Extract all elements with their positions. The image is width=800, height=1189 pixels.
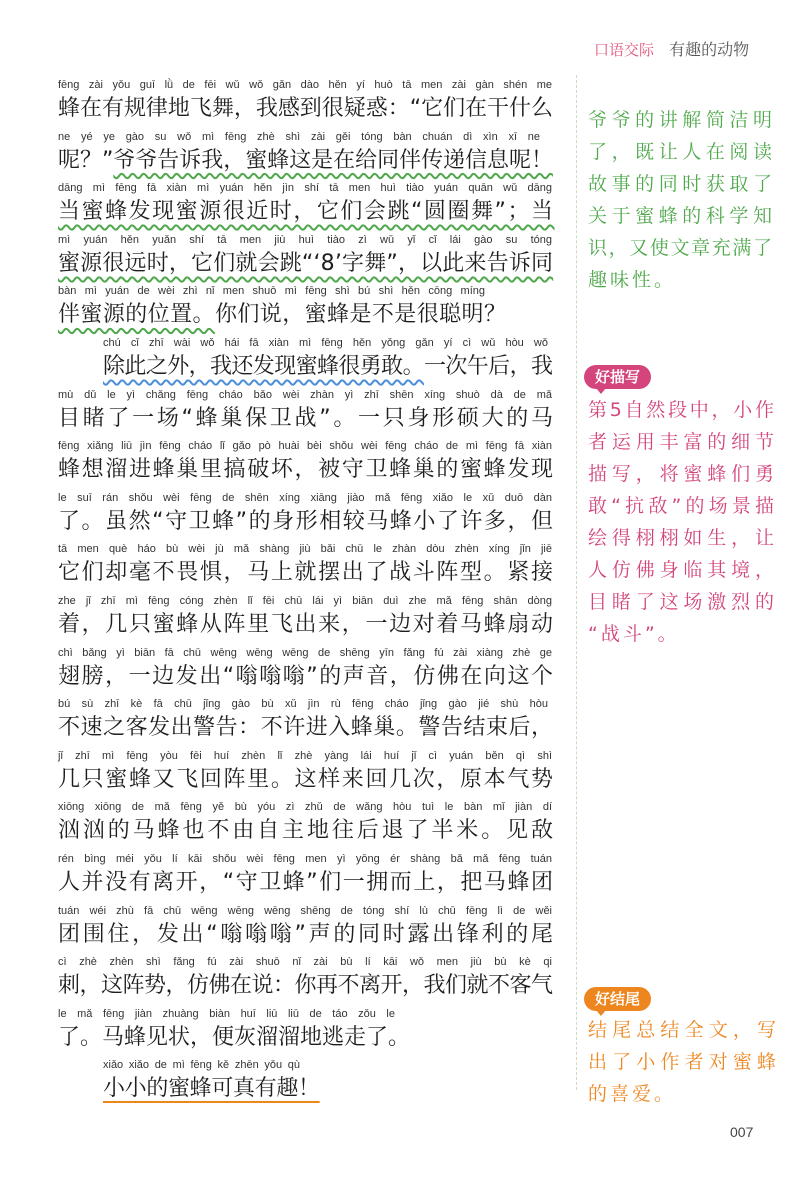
text-row (58, 130, 553, 174)
hanzi-segment: 目睹了一场“蜂巢保卫战”。一只身形硕大的马 (58, 405, 556, 431)
good-ending-badge: 好结尾 (584, 987, 651, 1011)
page-number: 007 (730, 1124, 754, 1140)
text-row (58, 181, 553, 225)
text-row (58, 388, 556, 432)
pinyin-line: fēng xiǎng liū jìn fēng cháo lǐ gǎo pò huài bèi shǒu wèi fēng cháo de mì fēng fā xiàn (58, 440, 552, 453)
pinyin-line: mì yuán hěn yuǎn shí tā men jiù huì tiào zì wǔ yǐ cǐ lái gào su tóng (58, 233, 552, 246)
hanzi-line (58, 509, 553, 535)
note-line: “战斗”。 (588, 623, 680, 645)
hanzi-line (58, 612, 553, 638)
hanzi-line (58, 148, 553, 174)
hanzi-line (58, 302, 553, 328)
underlined-phrase: 伴蜜源的位置。 (58, 302, 215, 328)
text-row (58, 439, 553, 483)
hanzi-line (58, 973, 553, 999)
text-row (58, 800, 556, 844)
hanzi-segment: 了。虽然“守卫蜂”的身形相较马蜂小了许多，但 (58, 508, 555, 534)
text-row (58, 749, 553, 793)
text-row (58, 594, 553, 638)
pinyin-line: jǐ zhī mì fēng yòu fēi huí zhèn lǐ zhè yàng lái huí jǐ cì yuán běn qì shì (58, 749, 552, 762)
hanzi-segment: 呢？” (58, 147, 114, 173)
hanzi-line (58, 715, 553, 741)
hanzi-segment: 蜂想溜进蜂巢里搞破坏，被守卫蜂巢的蜜蜂发现 (58, 457, 555, 483)
sidebar-divider (576, 75, 577, 1090)
hanzi-line (58, 560, 553, 586)
hanzi-segment: 着，几只蜜蜂从阵里飞出来，一边对着马蜂扇动 (58, 612, 555, 637)
hanzi-line (58, 818, 556, 844)
pinyin-line: rén bìng méi yǒu lí kāi shǒu wèi fēng men yì yōng ér shàng bǎ mǎ fēng tuán (58, 853, 552, 865)
section-label: 口语交际 (594, 41, 655, 59)
note-line: 出了小作者对蜜蜂 (588, 1051, 782, 1073)
page-header (594, 39, 749, 61)
hanzi-segment: 团围住，发出“嗡嗡嗡”声的同时露出锋利的尾 (58, 921, 556, 947)
pinyin-line: tā men què háo bù wèi jù mǎ shàng jiù bǎi chū le zhàn dòu zhèn xíng jǐn jiē (58, 543, 552, 556)
pinyin-line: zhe jǐ zhī mì fēng cóng zhèn lǐ fēi chū lái yì biān duì zhe mǎ fēng shān dòng (58, 595, 552, 607)
hanzi-segment: 人并没有离开，“守卫蜂”们一拥而上，把马蜂团 (58, 870, 555, 895)
hanzi-line (58, 767, 553, 793)
pinyin-line: chú cǐ zhī wài wǒ hái fā xiàn mì fēng hěn yǒng gǎn yí cì wǔ hòu wǒ (103, 337, 548, 349)
note-line: 敢“抗敌”的场景描 (588, 495, 779, 517)
hanzi-segment: 它们却毫不畏惧，马上就摆出了战斗阵型。紧接 (58, 560, 555, 586)
text-row (58, 542, 553, 586)
text-row (58, 955, 553, 999)
pinyin-line: tuán wéi zhù fā chū wēng wēng wēng shēng de tóng shí lù chū fēng lì de wěi (58, 904, 552, 917)
hanzi-line (58, 96, 553, 122)
hanzi-line (103, 1076, 553, 1102)
note-line: 爷爷的讲解简洁明 (588, 109, 777, 131)
underlined-phrase: 爷爷告诉我，蜜蜂这是在给同伴传递信息呢！ (113, 147, 553, 173)
hanzi-line (58, 405, 556, 432)
text-row (103, 336, 553, 380)
pinyin-line: le suī rán shǒu wèi fēng de shēn xíng xiāng jiào mǎ fēng xiǎo le xǔ duō dàn (58, 491, 552, 504)
underlined-phrase: 除此之外，我还发现蜜蜂很勇敢。 (103, 354, 424, 379)
underlined-phrase: 蜜源很远时，它们就会跳“‘8’字舞”，以此来告诉同 (58, 250, 554, 276)
text-row (58, 904, 556, 948)
text-row (58, 233, 553, 277)
note-line: 人仿佛身临其境， (588, 559, 779, 581)
hanzi-segment: 了。马蜂见状，便灰溜溜地逃走了。 (58, 1024, 410, 1050)
hanzi-line (58, 664, 553, 690)
note-line: 第5自然段中，小作 (588, 399, 777, 421)
underlined-phrase: 当蜜蜂发现蜜源很近时，它们会跳“圆圈舞”；当 (58, 199, 555, 225)
text-row (58, 646, 553, 690)
text-row (58, 1007, 553, 1051)
hanzi-line (58, 1025, 553, 1051)
hanzi-line (58, 870, 553, 896)
pinyin-line: dāng mì fēng fā xiàn mì yuán hěn jìn shí tā men huì tiào yuán quān wǔ dāng (58, 182, 552, 195)
hanzi-segment: 刺，这阵势，仿佛在说：你再不离开，我们就不客气 (58, 973, 553, 999)
note-line: 识，又使文章充满了 (588, 237, 774, 259)
note-line: 故事的同时获取了 (588, 173, 777, 195)
explanation-note (588, 104, 780, 296)
hanzi-line (58, 199, 553, 225)
pinyin-line: chì bǎng yì biān fā chū wēng wēng wēng de shēng yīn fǎng fú zài xiàng zhè ge (58, 646, 552, 659)
good-description-badge: 好描写 (584, 365, 651, 389)
hanzi-line (103, 354, 553, 380)
note-line: 趣味性。 (588, 269, 677, 291)
pinyin-line: le mǎ fēng jiàn zhuàng biàn huī liū liū de táo zǒu le (58, 1007, 395, 1020)
pinyin-line: xiǎo xiǎo de mì fēng kě zhēn yǒu qù (103, 1059, 300, 1072)
note-line: 关于蜜蜂的科学知 (588, 205, 777, 227)
pinyin-line: bàn mì yuán de wèi zhì nǐ men shuō mì fēng shì bú shì hěn cōng míng (58, 285, 485, 298)
chapter-title: 有趣的动物 (669, 40, 750, 59)
hanzi-line (58, 251, 553, 277)
text-row (103, 1058, 553, 1102)
ending-note (588, 1014, 780, 1110)
text-row (58, 852, 553, 896)
note-line: 绘得栩栩如生，让 (588, 527, 779, 549)
pinyin-line: bú sù zhī kè fā chū jǐng gào bù xǔ jìn rù fēng cháo jǐng gào jié shù hòu (58, 698, 548, 711)
hanzi-segment: 你们说，蜜蜂是不是很聪明？ (214, 302, 507, 328)
text-row (58, 78, 553, 122)
hanzi-segment: 不速之客发出警告：不许进入蜂巢。警告结束后， (58, 715, 554, 741)
text-row (58, 491, 553, 535)
pinyin-line: xiōng xiōng de mǎ fēng yě bù yóu zì zhǔ de wǎng hòu tuì le bàn mǐ jiàn dí (58, 801, 552, 814)
description-note (588, 394, 780, 650)
hanzi-line (58, 921, 556, 948)
pinyin-line: mù dǔ le yì chǎng fēng cháo bǎo wèi zhàn yì zhī shēn xíng shuò dà de mǎ (58, 388, 552, 401)
note-line: 结尾总结全文，写 (588, 1019, 782, 1041)
note-line: 的喜爱。 (588, 1083, 677, 1105)
hanzi-segment: 翅膀，一边发出“嗡嗡嗡”的声音，仿佛在向这个 (58, 663, 555, 689)
underlined-phrase: 小小的蜜蜂可真有趣！ (103, 1076, 320, 1102)
pinyin-line: fēng zài yǒu guī lǜ de fēi wǔ wǒ gǎn dào hěn yí huò tā men zài gàn shén me (58, 79, 552, 91)
text-row (58, 284, 553, 328)
pinyin-line: cì zhè zhèn shì fǎng fú zài shuō nǐ zài bù lí kāi wǒ men jiù bù kè qi (58, 956, 552, 969)
pinyin-line: ne yé ye gào su wǒ mì fēng zhè shì zài gěi tóng bàn chuán dì xìn xī ne (58, 130, 540, 143)
text-row (58, 697, 553, 741)
hanzi-segment: 几只蜜蜂又飞回阵里。这样来回几次，原本气势 (58, 766, 555, 792)
hanzi-segment: 蜂在有规律地飞舞，我感到很疑惑：“它们在干什么 (58, 96, 553, 121)
note-line: 描写，将蜜蜂们勇 (588, 463, 779, 485)
hanzi-segment: 汹汹的马蜂也不由自主地往后退了半米。见敌 (58, 818, 556, 844)
note-line: 者运用丰富的细节 (588, 431, 779, 453)
note-line: 目睹了这场激烈的 (588, 591, 779, 613)
hanzi-line (58, 457, 553, 483)
hanzi-segment: 一次午后，我 (423, 354, 553, 379)
note-line: 了，既让人在阅读 (588, 141, 777, 163)
